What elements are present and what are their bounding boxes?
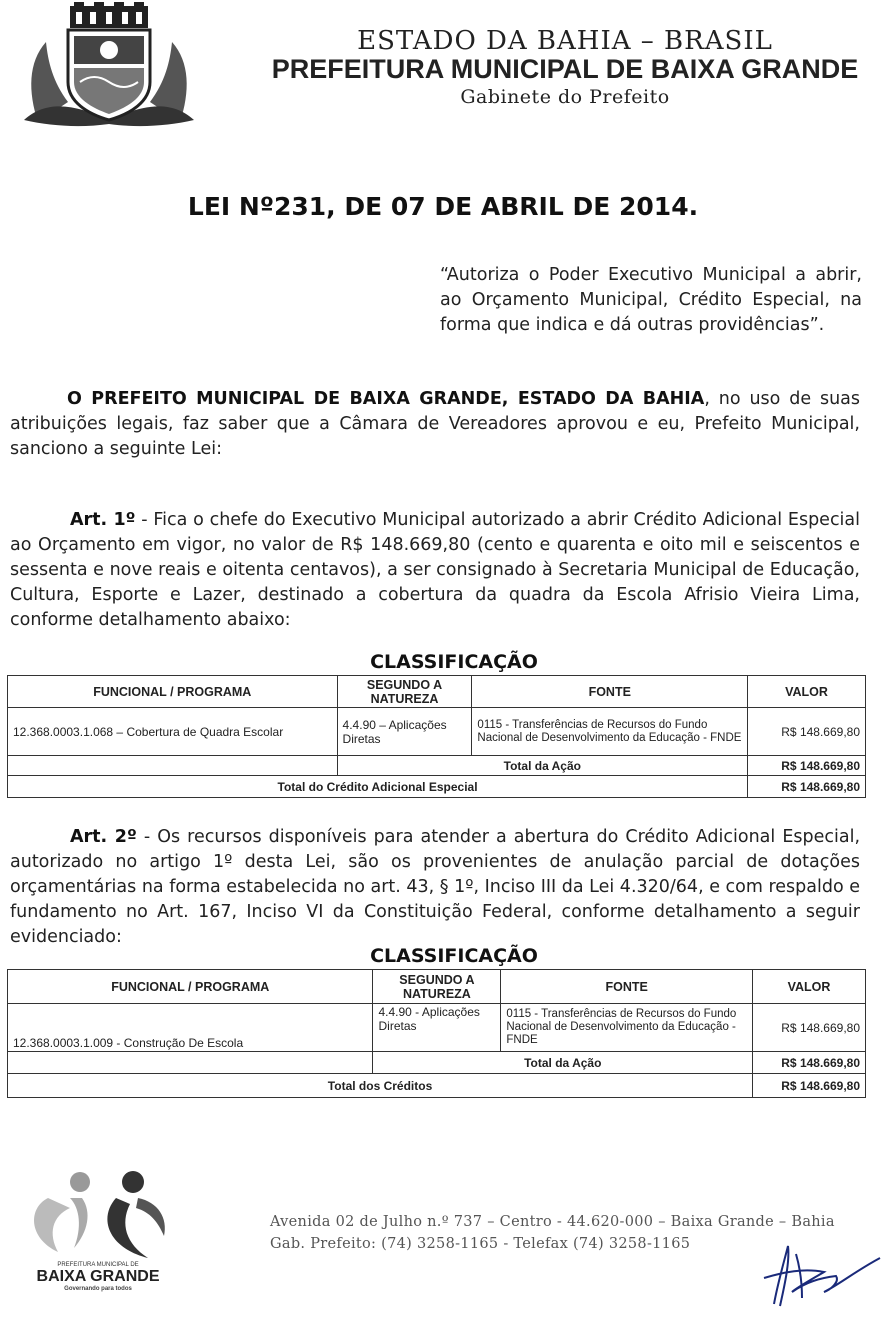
- total-acao-label: Total da Ação: [373, 1052, 753, 1074]
- article-1-text: - Fica o chefe do Executivo Municipal autorizado a abrir Crédito Adicional Especial ao Orçamento em vigor, no valor de R$ 148.669,80 (cento e quarenta e oito mil e seiscentos e sessenta e nove reais e oitenta centavos), a ser consignado à Secretaria Municipal de Educação, Cultura, Esporte e Lazer, destinado a cobertura da quadra da Escola Afrisio Vieira Lima, conforme detalhamento abaixo:: [10, 510, 861, 630]
- table-row-total-acao: [8, 756, 866, 776]
- total-label: Total do Crédito Adicional Especial: [8, 776, 748, 798]
- coat-of-arms-icon: [18, 2, 200, 130]
- cell-funcional: 12.368.0003.1.068 – Cobertura de Quadra Escolar: [8, 708, 338, 756]
- intro-lead: O PREFEITO MUNICIPAL DE BAIXA GRANDE, ESTADO DA BAHIA: [67, 389, 705, 409]
- total-label: Total dos Créditos: [8, 1074, 753, 1098]
- baixa-grande-logo-icon: [8, 1168, 188, 1293]
- table-2-title: CLASSIFICAÇÃO: [370, 945, 538, 967]
- table-header-natureza: SEGUNDO A NATUREZA: [373, 970, 501, 1004]
- header-prefeitura: PREFEITURA MUNICIPAL DE BAIXA GRANDE: [271, 54, 859, 84]
- table-header-natureza: SEGUNDO A NATUREZA: [337, 676, 472, 708]
- article-2-text: - Os recursos disponíveis para atender a abertura do Crédito Adicional Especial, autorizado no artigo 1º desta Lei, são os provenientes de anulação parcial de dotações orçamentárias na forma estabelecida no art. 43, § 1º, Inciso III da Lei 4.320/64, e com respaldo e fundamento no Art. 167, Inciso VI da Constituição Federal, conforme detalhamento a seguir evidenciado:: [10, 827, 861, 947]
- table-header-fonte: FONTE: [472, 676, 748, 708]
- table-header-valor: VALOR: [753, 970, 866, 1004]
- classification-table-2: [7, 969, 866, 1098]
- table-header-funcional: FUNCIONAL / PROGRAMA: [8, 676, 338, 708]
- footer-address: Avenida 02 de Julho n.º 737 – Centro - 44.620-000 – Baixa Grande – Bahia: [270, 1214, 835, 1230]
- table-header-funcional: FUNCIONAL / PROGRAMA: [8, 970, 373, 1004]
- cell-funcional: 12.368.0003.1.009 - Construção De Escola: [8, 1004, 373, 1052]
- table-row-total: [8, 776, 866, 798]
- article-1-label: Art. 1º: [70, 510, 136, 530]
- total-acao-label: Total da Ação: [337, 756, 748, 776]
- intro-text: , no uso de suas atribuições legais, faz saber que a Câmara de Vereadores aprovou e eu, Prefeito Municipal, sanciono a seguinte Lei:: [10, 389, 861, 459]
- article-1: [10, 508, 860, 633]
- table-header-valor: VALOR: [748, 676, 866, 708]
- article-2-label: Art. 2º: [70, 827, 137, 847]
- cell-valor: R$ 148.669,80: [753, 1004, 866, 1052]
- total-value: R$ 148.669,80: [753, 1074, 866, 1098]
- classification-table-1: [7, 675, 866, 798]
- intro-paragraph: [10, 387, 860, 462]
- header-state: ESTADO DA BAHIA – BRASIL: [357, 26, 773, 56]
- header-gabinete: Gabinete do Prefeito: [460, 86, 670, 108]
- law-ementa: “Autoriza o Poder Executivo Municipal a abrir, ao Orçamento Municipal, Crédito Especial, na forma que indica e dá outras providências”.: [440, 265, 862, 335]
- logo-small-text: PREFEITURA MUNICIPAL DE: [57, 1262, 139, 1268]
- table-1-title: CLASSIFICAÇÃO: [370, 651, 538, 673]
- cell-natureza: 4.4.90 – Aplicações Diretas: [337, 708, 472, 756]
- total-acao-value: R$ 148.669,80: [748, 756, 866, 776]
- cell-natureza: 4.4.90 - Aplicações Diretas: [373, 1004, 501, 1052]
- table-row-total: [8, 1074, 866, 1098]
- cell-fonte: 0115 - Transferências de Recursos do Fundo Nacional de Desenvolvimento da Educação - FNDE: [472, 708, 748, 756]
- signature-image: [744, 1232, 884, 1312]
- article-2: [10, 825, 860, 950]
- total-value: R$ 148.669,80: [748, 776, 866, 798]
- table-row: [8, 708, 866, 756]
- footer-phone: Gab. Prefeito: (74) 3258-1165 - Telefax (74) 3258-1165: [270, 1236, 691, 1252]
- cell-fonte: 0115 - Transferências de Recursos do Fundo Nacional de Desenvolvimento da Educação - FNDE: [501, 1004, 753, 1052]
- total-acao-value: R$ 148.669,80: [753, 1052, 866, 1074]
- table-row: [8, 1004, 866, 1052]
- logo-name-text: BAIXA GRANDE: [36, 1268, 160, 1285]
- law-title: LEI Nº231, DE 07 DE ABRIL DE 2014.: [187, 192, 699, 221]
- logo-tagline-text: Governando para todos: [64, 1286, 132, 1292]
- table-row-total-acao: [8, 1052, 866, 1074]
- table-header-fonte: FONTE: [501, 970, 753, 1004]
- cell-valor: R$ 148.669,80: [748, 708, 866, 756]
